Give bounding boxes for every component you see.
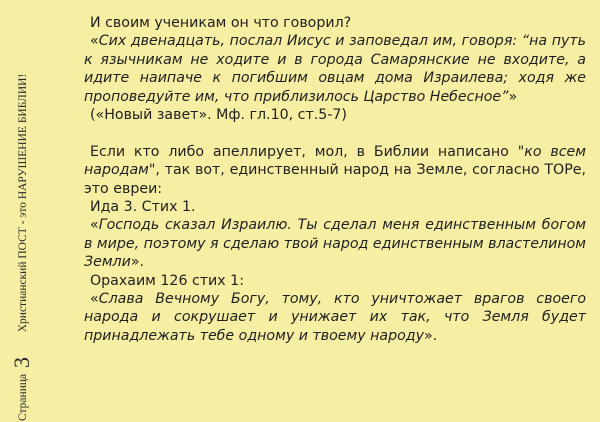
page-content [84,14,586,345]
reference-ida: Ида 3. Стих 1. [90,199,196,216]
intro-paragraph: И своим ученикам он что говорил? [90,15,352,31]
quote-text: Господь сказал Израилю. Ты сделал меня единственным богом в мире, поэтому я сделаю твой народ единственным властелином Земли [84,217,586,271]
reference-matthew: («Новый завет». Мф. гл.10, ст.5-7) [90,107,347,124]
running-header [9,1,35,421]
argument-paragraph: Если кто либо апеллирует, мол, в Библии написано "ко всем народам", так вот, единственный народ на Земле, согласно ТОРе, это евреи: [84,143,586,197]
emphasis-text: ко всем народам [84,143,586,179]
page-margin [0,0,44,422]
quote-matthew: «Сих двенадцать, послал Иисус и заповедал им, говоря: “на путь к язычникам не ходите и в города Самарянские не входите, а идите наипаче к погибшим овцам дома Израилева; ходя же проповедуйте им, что приблизилось Царство Небесное”» [84,33,586,105]
quote-orahaim: «Слава Вечному Богу, тому, кто уничтожает врагов своего народа и сокрушает и унижает их так, что Земля будет принадлежать тебе одному и твоему народу». [84,291,586,344]
running-title: Христианский ПОСТ - это НАРУШЕНИЕ БИБЛИИ! [17,73,29,333]
reference-orahaim: Орахаим 126 стих 1: [90,272,244,289]
quote-text: Сих двенадцать, послал Иисус и заповедал им, говоря: “на путь к язычникам не ходите и в города Самарянские не входите, а идите наипаче к погибшим овцам дома Израилева; ходя же проповедуйте им, что приблизилось Царство Небесное” [84,33,586,105]
quote-ida: «Господь сказал Израилю. Ты сделал меня единственным богом в мире, поэтому я сделаю твой народ единственным властелином Земли». [84,217,586,271]
page-number: 3 [9,357,34,369]
quote-text: Слава Вечному Богу, тому, кто уничтожает врагов своего народа и сокрушает и унижает их так, что Земля будет принадлежать тебе одному и твоему народу [84,291,586,344]
page-label: Страница [17,373,29,421]
